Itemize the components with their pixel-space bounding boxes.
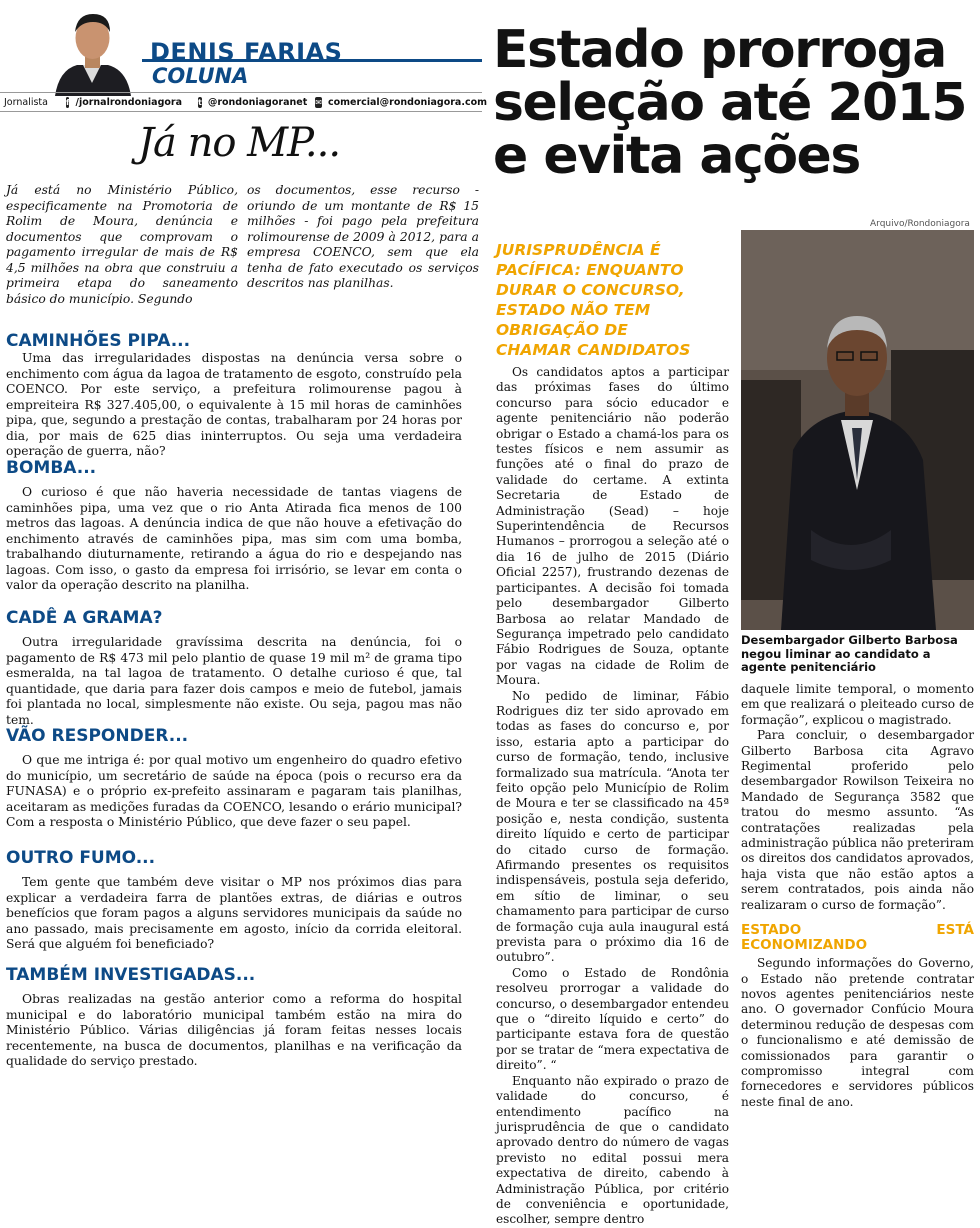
section-title: CAMINHÕES PIPA... bbox=[6, 331, 191, 351]
paragraph: Como o Estado de Rondônia resolveu prorrogar a validade do concurso, o desembargador entendeu que o “direito líquido e certo” do participante estava fora de questão por se tratar de “mera expectativa de direito”. “ bbox=[496, 965, 729, 1073]
article-kicker: JURISPRUDÊNCIA É PACÍFICA: ENQUANTO DURAR O CONCURSO, ESTADO NÃO TEM OBRIGAÇÃO DE CHAMAR CANDIDATOS bbox=[496, 241, 691, 359]
section-title: VÃO RESPONDER... bbox=[6, 726, 189, 746]
author-photo bbox=[45, 8, 140, 96]
paragraph: Enquanto não expirado o prazo de validade do concurso, é entendimento pacífico na jurisprudência de que o candidato aprovado dentro do número de vagas previsto no edital possui mera expectativa de direito, cabendo à Administração Pública, por critério de conveniência e oportunidade, escolher, sempre dentro bbox=[496, 1073, 729, 1227]
section-text: Uma das irregularidades dispostas na denúncia versa sobre o enchimento com água da lagoa de tratamento de esgoto, construído pela COENCO. Por este serviço, a prefeitura rolimourense pagou à empreiteira R$ 327.405,00, o equivalente à 15 mil horas de caminhões pipa, que, segundo a prestação de contas, trabalharam por 24 horas por dia, por mais de 625 dias ininterruptos. Ou seja uma verdadeira operação de guerra, não? bbox=[6, 351, 462, 458]
section-grama bbox=[6, 608, 462, 728]
article-subhead: ESTADO ESTÁ ECONOMIZANDO bbox=[741, 922, 974, 954]
lead-col-2: os documentos, esse recurso - oriundo de um montante de R$ 15 milhões - foi pago pela prefeitura rolimourense de 2009 à 2012, para a empresa COENCO, sem que ela tenha de fato executado os serviços descritos nas planilhas. bbox=[247, 183, 479, 290]
columnist-name: DENIS FARIAS bbox=[150, 38, 343, 66]
section-outro-fumo bbox=[6, 848, 462, 953]
paragraph: Segundo informações do Governo, o Estado não pretende contratar novos agentes penitenciários neste ano. O governador Confúcio Moura determinou redução de despesas com o funcionalismo e até demissão de comissionados para garantir o compromisso integral com fornecedores e servidores públicos neste final de ano. bbox=[741, 956, 974, 1109]
section-tambem-investigadas bbox=[6, 965, 462, 1070]
column-lead bbox=[6, 183, 482, 308]
section-text: Obras realizadas na gestão anterior como a reforma do hospital municipal e do laboratório municipal também estão na mira do Ministério Público. Várias diligências já foram feitas nesses locais recentemente, na busca de documentos, planilhas e na verificação da qualidade do serviço prestado. bbox=[6, 992, 462, 1068]
section-text: Outra irregularidade gravíssima descrita na denúncia, foi o pagamento de R$ 473 mil pelo plantio de quase 19 mil m² de grama tipo esmeralda, na tal lagoa de tratamento. O detalhe curioso é que, tal quantidade, que daria para fazer dois campos e meio de futebol, jamais foi plantada no local, simplesmente não existe. Ou seja, pagou mas não tem. bbox=[6, 635, 462, 727]
section-title: TAMBÉM INVESTIGADAS... bbox=[6, 965, 256, 985]
section-vao-responder bbox=[6, 726, 462, 831]
facebook-icon: f bbox=[65, 97, 70, 107]
section-text: Tem gente que também deve visitar o MP nos próximos dias para explicar a verdadeira farra de plantões extras, de diárias e outros benefícios que foram pagos a alguns servidores municipais da saúde no ano passado, mais precisamente em agosto, início da corrida eleitoral. Será que alguém foi beneficiado? bbox=[6, 875, 462, 951]
photo-caption: Desembargador Gilberto Barbosa negou liminar ao candidato a agente penitenciário bbox=[741, 633, 958, 674]
contact-row bbox=[0, 92, 487, 112]
section-caminhoes bbox=[6, 331, 462, 460]
facebook-handle[interactable]: /jornalrondoniagora bbox=[75, 96, 182, 108]
section-title: CADÊ A GRAMA? bbox=[6, 608, 163, 628]
twitter-handle[interactable]: @rondoniagoranet bbox=[207, 96, 308, 108]
twitter-icon: t bbox=[198, 97, 202, 107]
column-label: COLUNA bbox=[152, 64, 249, 88]
photo-credit: Arquivo/Rondoniagora bbox=[870, 219, 970, 229]
role-text: Jornalista bbox=[4, 96, 48, 108]
paragraph: Os candidatos aptos a participar das próximas fases do último concurso para sócio educador e agente penitenciário não poderão obrigar o Estado a chamá-los para os testes físicos e nem assumir as funções até o final do prazo de validade do certame. A extinta Secretaria de Estado de Administração (Sead) – hoje Superintendência de Recursos Humanos – prorrogou a seleção até o dia 16 de julho de 2015 (Diário Oficial 2257), frustrando dezenas de participantes. A decisão foi tomada pelo desembargador Gilberto Barbosa ao relatar Mandado de Segurança impetrado pelo candidato Fábio Rodrigues de Souza, optante por vagas na cidade de Rolim de Moura. bbox=[496, 365, 729, 688]
section-title: BOMBA... bbox=[6, 458, 97, 478]
section-title: OUTRO FUMO... bbox=[6, 848, 156, 868]
section-bomba bbox=[6, 458, 462, 594]
article-col-2 bbox=[741, 682, 974, 1110]
section-text: O curioso é que não haveria necessidade de tantas viagens de caminhões pipa, uma vez que o rio Anta Atirada fica menos de 100 metros das lagoas. A denúncia indica de que não houve a efetivação do enchimento através de caminhões pipa, mas sim com uma bomba, trabalhando diuturnamente, retirando a água do rio e despejando nas lagoas. Com isso, o gasto da empresa foi irrisório, se levar em conta o valor da operação descrito na planilha. bbox=[6, 485, 462, 592]
email-address[interactable]: comercial@rondoniagora.com bbox=[327, 96, 487, 108]
paragraph: Para concluir, o desembargador Gilberto Barbosa cita Agravo Regimental proferido pelo desembargador Rowilson Teixeira no Mandado de Segurança 3582 que tratou do mesmo assunto. “As contratações realizadas pela administração pública não preteriram os direitos dos candidatos aprovados, haja vista que não estão aptos a serem contratados, pois ainda não realizaram o curso de formação”. bbox=[741, 728, 974, 912]
article-title: Estado prorroga seleção até 2015 e evita ações bbox=[493, 20, 967, 186]
lead-col-1: Já está no Ministério Público, especificamente na Promotoria de Rolim de Moura, denúncia e documentos que comprovam o pagamento irregular de mais de R$ 4,5 milhões na obra que construiu a primeira etapa do saneamento básico do município. Segundo bbox=[6, 183, 238, 306]
paragraph: No pedido de liminar, Fábio Rodrigues diz ter sido aprovado em todas as fases do concurso e, por isso, estaria apto a participar do curso de formação, tendo, inclusive formalizado sua matrícula. “Anota ter feito opção pelo Município de Rolim de Moura e ter se classificado na 45ª posição e, nesta condição, sustenta direito líquido e certo de participar do citado curso de formação. Afirmando presentes os requisitos indispensáveis, postula seja deferido, em sítio de liminar, o seu chamamento para participar de curso de formação cuja aula inaugural está prevista para o próximo dia 16 de outubro”. bbox=[496, 688, 729, 965]
article-photo bbox=[741, 230, 974, 630]
column-headline: Já no MP... bbox=[138, 120, 341, 166]
section-text: O que me intriga é: por qual motivo um engenheiro do quadro efetivo do município, um secretário de saúde na época (pois o recurso era da FUNASA) e o próprio ex-prefeito assinaram e pagaram tais planilhas, aceitaram as medições furadas da COENCO, lesando o erário municipal? Com a resposta o Ministério Público, que deve fazer o seu papel. bbox=[6, 753, 462, 829]
article-col-1 bbox=[496, 365, 729, 1228]
email-icon: ✉ bbox=[315, 97, 322, 107]
paragraph: daquele limite temporal, o momento em que realizará o pleiteado curso de formação”, explicou o magistrado. bbox=[741, 682, 974, 727]
